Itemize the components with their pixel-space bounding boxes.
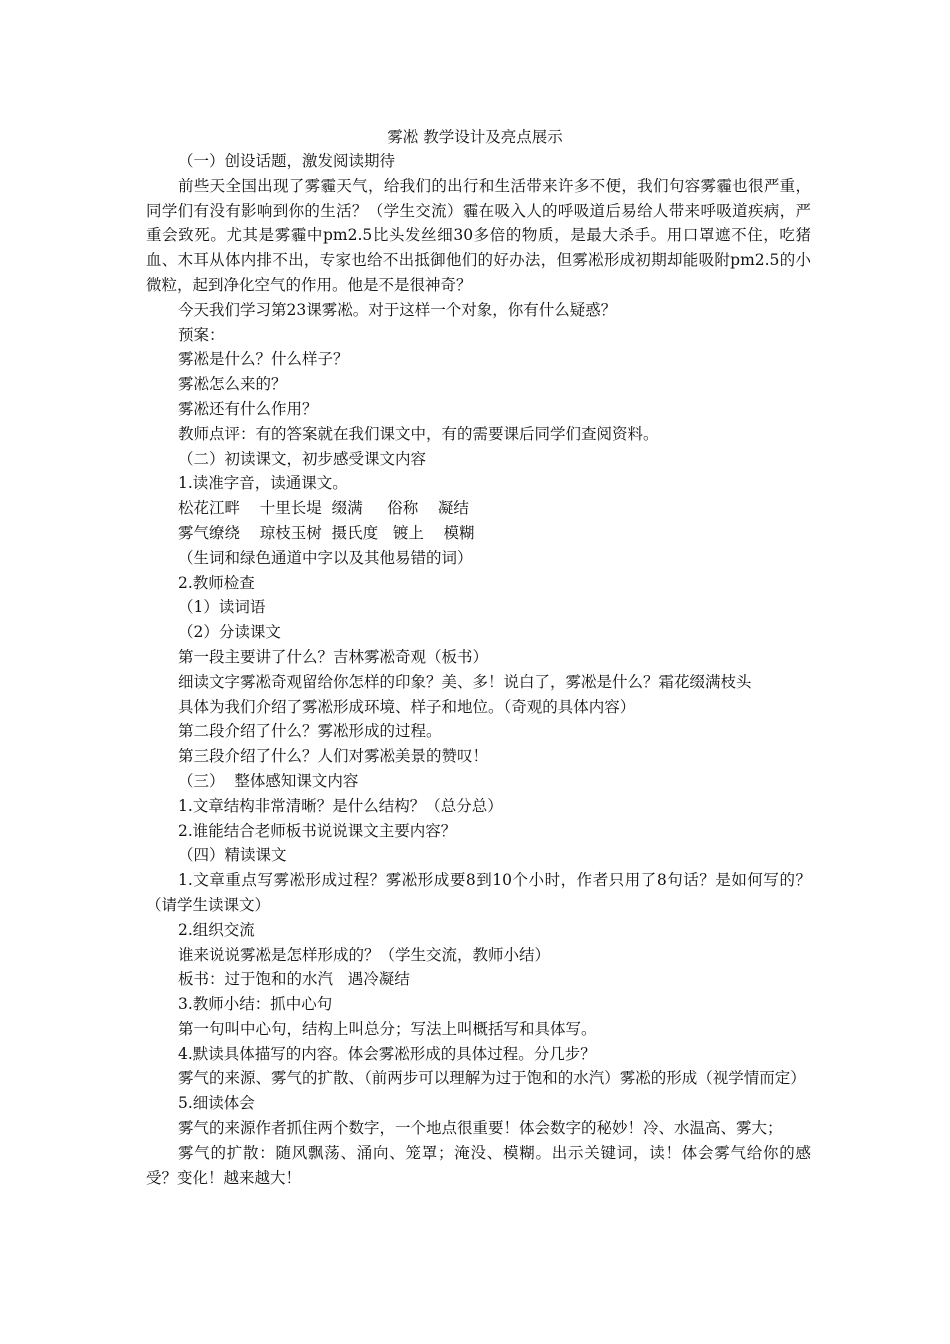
- paragraph: （2）分读课文: [178, 623, 281, 642]
- paragraph: （1）读词语: [178, 598, 266, 617]
- paragraph: 3.教师小结：抓中心句: [178, 995, 333, 1014]
- paragraph: 预案：: [178, 325, 225, 344]
- paragraph: （三） 整体感知课文内容: [178, 771, 359, 790]
- paragraph: 第二段介绍了什么？雾凇形成的过程。: [178, 722, 442, 741]
- paragraph: 前些天全国出现了雾霾天气，给我们的出行和生活带来许多不便，我们句容雾霾也很严重，同学们有没有影响到你的生活？（学生交流）霾在吸入人的呼吸道后易给人带来呼吸道疾病，严重会致死。尤其是雾霾中pm2.5比头发丝细30多倍的物质，是最大杀手。用口罩遮不住，吃猪血、木耳从体内排不出，专家也给不出抵御他们的好办法，但雾凇形成初期却能吸附pm2.5的小微粒，起到净化空气的作用。他是不是很神奇？: [146, 176, 811, 294]
- paragraph: 雾凇怎么来的？: [178, 375, 287, 394]
- paragraph: 4.默读具体描写的内容。体会雾凇形成的具体过程。分几步？: [178, 1044, 596, 1063]
- paragraph: 雾凇是什么？什么样子？: [178, 350, 349, 369]
- paragraph: 1.文章重点写雾凇形成过程？雾凇形成要8到10个小时，作者只用了8句话？是如何写的？（请学生读课文）: [146, 871, 811, 914]
- paragraph: 第一段主要讲了什么？吉林雾凇奇观（板书）: [178, 647, 489, 666]
- document-title: 雾凇 教学设计及亮点展示: [387, 128, 563, 146]
- paragraph: 5.细读体会: [178, 1094, 255, 1113]
- paragraph: 2.组织交流: [178, 920, 255, 939]
- paragraph: 雾气缭绕 琼枝玉树 摄氏度 镀上 模糊: [178, 523, 475, 542]
- paragraph: 谁来说说雾凇是怎样形成的？（学生交流，教师小结）: [178, 945, 551, 964]
- paragraph: 雾气的来源、雾气的扩散、（前两步可以理解为过于饱和的水汽）雾凇的形成（视学情而定）: [178, 1069, 806, 1088]
- paragraph: （生词和绿色通道中字以及其他易错的词）: [178, 548, 473, 567]
- paragraph: （二）初读课文，初步感受课文内容: [178, 449, 427, 468]
- paragraph: （四）精读课文: [178, 846, 287, 865]
- paragraph: 教师点评：有的答案就在我们课文中，有的需要课后同学们查阅资料。: [178, 424, 659, 443]
- paragraph: 松花江畔 十里长堤 缀满 俗称 凝结: [178, 499, 469, 518]
- paragraph: 第三段介绍了什么？人们对雾凇美景的赞叹！: [178, 747, 489, 766]
- paragraph: 雾气的扩散：随风飘荡、涌向、笼罩；淹没、模糊。出示关键词，读！体会雾气给你的感受？变化！越来越大！: [146, 1143, 811, 1187]
- paragraph: 细读文字雾凇奇观留给你怎样的印象？美、多！说白了，雾凇是什么？霜花缀满枝头: [178, 672, 752, 691]
- paragraph: 雾气的来源作者抓住两个数字，一个地点很重要！体会数字的秘妙！冷、水温高、雾大；: [178, 1119, 783, 1138]
- document-body: [146, 149, 811, 1190]
- paragraph: 板书：过于饱和的水汽 遇冷凝结: [178, 970, 410, 989]
- paragraph: 1.读准字音，读通课文。: [178, 474, 348, 493]
- paragraph: 今天我们学习第23课雾凇。对于这样一个对象，你有什么疑惑？: [178, 300, 617, 319]
- paragraph: 2.谁能结合老师板书说说课文主要内容？: [178, 821, 457, 840]
- paragraph: 2.教师检查: [178, 573, 255, 592]
- paragraph: 第一句叫中心句，结构上叫总分；写法上叫概括写和具体写。: [178, 1019, 597, 1038]
- paragraph: （一）创设话题，激发阅读期待: [178, 152, 396, 170]
- paragraph: 具体为我们介绍了雾凇形成环境、样子和地位。（奇观的具体内容）: [178, 697, 636, 716]
- paragraph: 1.文章结构非常清晰？是什么结构？（总分总）: [178, 796, 503, 815]
- paragraph: 雾凇还有什么作用？: [178, 399, 318, 418]
